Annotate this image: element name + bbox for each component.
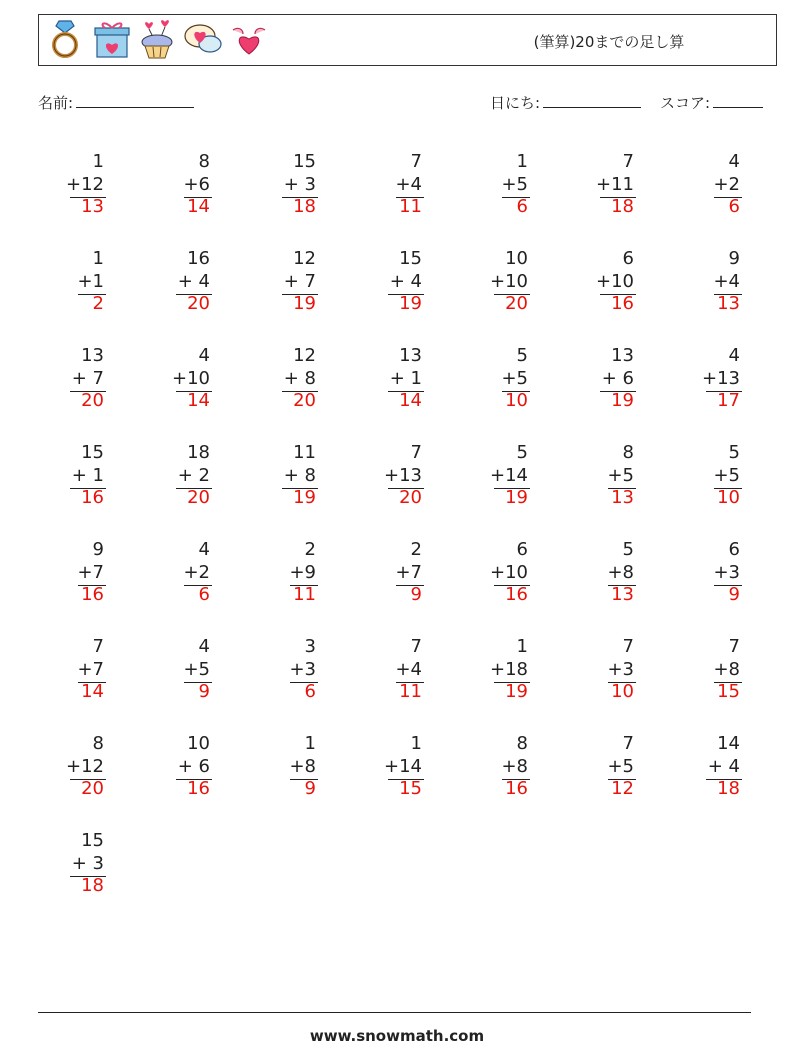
answer: 14 xyxy=(81,681,104,702)
addend-top: 4 xyxy=(198,539,210,560)
addend-bottom: +5 xyxy=(183,659,210,680)
addend-bottom: + 4 xyxy=(707,756,740,777)
answer: 13 xyxy=(611,487,634,508)
answer: 16 xyxy=(505,778,528,799)
addend-top: 18 xyxy=(187,442,210,463)
addend-bottom: +5 xyxy=(713,465,740,486)
problem-item xyxy=(590,442,650,524)
answer: 20 xyxy=(81,778,104,799)
addend-bottom: +7 xyxy=(395,562,422,583)
name-field xyxy=(38,92,194,113)
problem-item xyxy=(590,151,650,233)
problem-item xyxy=(166,733,226,815)
answer: 16 xyxy=(81,487,104,508)
addend-top: 11 xyxy=(293,442,316,463)
problem-item xyxy=(484,248,544,330)
problem-item xyxy=(60,539,120,621)
addend-top: 10 xyxy=(187,733,210,754)
answer: 15 xyxy=(717,681,740,702)
problem-item xyxy=(590,636,650,718)
problem-item xyxy=(166,248,226,330)
problem-item xyxy=(590,248,650,330)
problem-item xyxy=(696,539,756,621)
addend-bottom: + 4 xyxy=(389,271,422,292)
winged-heart-icon xyxy=(229,18,269,60)
addend-bottom: +3 xyxy=(289,659,316,680)
addend-bottom: +9 xyxy=(289,562,316,583)
problem-item xyxy=(272,636,332,718)
answer: 19 xyxy=(505,487,528,508)
problem-item xyxy=(272,345,332,427)
addend-bottom: +5 xyxy=(501,368,528,389)
addend-top: 1 xyxy=(92,151,104,172)
addend-top: 1 xyxy=(410,733,422,754)
problem-item xyxy=(272,539,332,621)
answer: 19 xyxy=(611,390,634,411)
addend-bottom: +11 xyxy=(596,174,634,195)
addend-top: 6 xyxy=(516,539,528,560)
answer: 6 xyxy=(516,196,528,217)
problem-item xyxy=(378,345,438,427)
speech-hearts-icon xyxy=(183,18,223,60)
addend-top: 13 xyxy=(81,345,104,366)
addend-top: 15 xyxy=(81,830,104,851)
problem-item xyxy=(60,442,120,524)
addend-top: 7 xyxy=(410,442,422,463)
answer: 18 xyxy=(293,196,316,217)
answer: 20 xyxy=(505,293,528,314)
problem-item xyxy=(272,151,332,233)
addend-top: 4 xyxy=(728,151,740,172)
addend-top: 7 xyxy=(92,636,104,657)
problem-item xyxy=(166,151,226,233)
addend-top: 12 xyxy=(293,345,316,366)
addend-bottom: +7 xyxy=(77,659,104,680)
addend-bottom: +14 xyxy=(384,756,422,777)
name-label: 名前: xyxy=(38,94,74,112)
problem-item xyxy=(166,539,226,621)
header-box xyxy=(38,14,777,66)
addend-bottom: + 4 xyxy=(177,271,210,292)
answer: 13 xyxy=(717,293,740,314)
addend-top: 7 xyxy=(728,636,740,657)
addend-top: 6 xyxy=(622,248,634,269)
problem-item xyxy=(696,733,756,815)
addend-bottom: +10 xyxy=(596,271,634,292)
problem-item xyxy=(60,248,120,330)
answer: 9 xyxy=(198,681,210,702)
addend-top: 7 xyxy=(622,151,634,172)
addend-top: 2 xyxy=(304,539,316,560)
answer: 12 xyxy=(611,778,634,799)
addend-top: 5 xyxy=(516,442,528,463)
addend-top: 7 xyxy=(410,636,422,657)
addend-top: 10 xyxy=(505,248,528,269)
answer: 16 xyxy=(187,778,210,799)
addend-bottom: + 8 xyxy=(283,368,316,389)
addend-bottom: + 1 xyxy=(71,465,104,486)
answer: 6 xyxy=(304,681,316,702)
date-field xyxy=(490,92,641,113)
answer: 13 xyxy=(611,584,634,605)
problem-item xyxy=(590,539,650,621)
name-blank[interactable] xyxy=(76,93,194,108)
addend-bottom: +12 xyxy=(66,756,104,777)
addend-top: 8 xyxy=(622,442,634,463)
answer: 13 xyxy=(81,196,104,217)
addend-bottom: +5 xyxy=(607,465,634,486)
addend-top: 15 xyxy=(293,151,316,172)
addend-top: 4 xyxy=(198,345,210,366)
addend-bottom: + 7 xyxy=(283,271,316,292)
addend-bottom: + 7 xyxy=(71,368,104,389)
problem-item xyxy=(272,733,332,815)
addend-top: 9 xyxy=(728,248,740,269)
problem-item xyxy=(484,636,544,718)
answer: 20 xyxy=(293,390,316,411)
problem-item xyxy=(696,636,756,718)
addend-top: 8 xyxy=(198,151,210,172)
addend-top: 13 xyxy=(399,345,422,366)
problem-item xyxy=(378,539,438,621)
addend-bottom: +13 xyxy=(384,465,422,486)
answer: 9 xyxy=(728,584,740,605)
answer: 11 xyxy=(399,196,422,217)
addend-bottom: + 1 xyxy=(389,368,422,389)
addend-bottom: +3 xyxy=(713,562,740,583)
score-field xyxy=(660,92,763,113)
answer: 11 xyxy=(293,584,316,605)
answer: 16 xyxy=(81,584,104,605)
problem-item xyxy=(484,151,544,233)
addend-top: 4 xyxy=(198,636,210,657)
problem-item xyxy=(60,733,120,815)
addend-bottom: +4 xyxy=(395,174,422,195)
answer: 11 xyxy=(399,681,422,702)
answer: 19 xyxy=(399,293,422,314)
addend-top: 1 xyxy=(92,248,104,269)
answer: 14 xyxy=(187,196,210,217)
problem-item xyxy=(60,345,120,427)
problem-item xyxy=(166,442,226,524)
answer: 10 xyxy=(611,681,634,702)
problem-item xyxy=(272,248,332,330)
addend-bottom: +7 xyxy=(77,562,104,583)
answer: 20 xyxy=(399,487,422,508)
addend-bottom: + 3 xyxy=(71,853,104,874)
problem-item xyxy=(166,345,226,427)
problem-item xyxy=(378,151,438,233)
addend-bottom: +10 xyxy=(490,271,528,292)
footer-divider xyxy=(38,1012,751,1013)
addend-bottom: +8 xyxy=(501,756,528,777)
addend-bottom: +1 xyxy=(77,271,104,292)
addend-bottom: +14 xyxy=(490,465,528,486)
answer: 6 xyxy=(198,584,210,605)
problem-item xyxy=(378,636,438,718)
problem-item xyxy=(590,345,650,427)
addend-bottom: +3 xyxy=(607,659,634,680)
addend-top: 8 xyxy=(92,733,104,754)
addend-bottom: +12 xyxy=(66,174,104,195)
problem-item xyxy=(60,151,120,233)
answer: 19 xyxy=(505,681,528,702)
addend-bottom: +5 xyxy=(501,174,528,195)
answer: 16 xyxy=(505,584,528,605)
problem-item xyxy=(166,636,226,718)
addend-top: 7 xyxy=(410,151,422,172)
addend-bottom: +6 xyxy=(183,174,210,195)
problem-item xyxy=(696,442,756,524)
addend-top: 15 xyxy=(399,248,422,269)
answer: 20 xyxy=(187,293,210,314)
addend-top: 1 xyxy=(304,733,316,754)
header-icons xyxy=(45,18,269,60)
addend-bottom: + 8 xyxy=(283,465,316,486)
addend-top: 3 xyxy=(304,636,316,657)
answer: 16 xyxy=(611,293,634,314)
addend-bottom: + 6 xyxy=(601,368,634,389)
answer: 17 xyxy=(717,390,740,411)
cupcake-icon xyxy=(137,18,177,60)
addend-bottom: +2 xyxy=(713,174,740,195)
addend-bottom: +2 xyxy=(183,562,210,583)
addend-top: 8 xyxy=(516,733,528,754)
addend-bottom: +10 xyxy=(172,368,210,389)
addend-bottom: +10 xyxy=(490,562,528,583)
addend-bottom: + 3 xyxy=(283,174,316,195)
addend-top: 1 xyxy=(516,636,528,657)
problem-item xyxy=(378,248,438,330)
addend-bottom: +13 xyxy=(702,368,740,389)
problem-item xyxy=(272,442,332,524)
addend-top: 15 xyxy=(81,442,104,463)
addend-bottom: +8 xyxy=(607,562,634,583)
addend-top: 2 xyxy=(410,539,422,560)
answer: 9 xyxy=(410,584,422,605)
gift-icon xyxy=(91,18,131,60)
addend-bottom: +8 xyxy=(289,756,316,777)
problem-item xyxy=(696,345,756,427)
addend-top: 9 xyxy=(92,539,104,560)
date-label: 日にち: xyxy=(490,94,541,112)
addend-top: 16 xyxy=(187,248,210,269)
addend-top: 5 xyxy=(622,539,634,560)
worksheet-title: (筆算)20までの足し算 xyxy=(533,33,685,51)
addend-top: 12 xyxy=(293,248,316,269)
problem-item xyxy=(484,442,544,524)
addend-bottom: + 2 xyxy=(177,465,210,486)
answer: 19 xyxy=(293,487,316,508)
ring-icon xyxy=(45,18,85,60)
score-label: スコア: xyxy=(660,94,711,112)
problem-item xyxy=(590,733,650,815)
answer: 6 xyxy=(728,196,740,217)
addend-bottom: +4 xyxy=(713,271,740,292)
addend-bottom: +5 xyxy=(607,756,634,777)
answer: 18 xyxy=(81,875,104,896)
answer: 10 xyxy=(717,487,740,508)
answer: 20 xyxy=(81,390,104,411)
addend-top: 13 xyxy=(611,345,634,366)
problem-item xyxy=(378,733,438,815)
date-blank[interactable] xyxy=(543,93,641,108)
answer: 18 xyxy=(717,778,740,799)
problem-item xyxy=(696,248,756,330)
problem-item xyxy=(60,636,120,718)
addend-bottom: + 6 xyxy=(177,756,210,777)
problem-item xyxy=(484,733,544,815)
footer-site: www.snowmath.com xyxy=(309,1027,485,1045)
answer: 19 xyxy=(293,293,316,314)
answer: 9 xyxy=(304,778,316,799)
answer: 14 xyxy=(399,390,422,411)
addend-top: 1 xyxy=(516,151,528,172)
addend-bottom: +8 xyxy=(713,659,740,680)
addend-top: 7 xyxy=(622,733,634,754)
answer: 18 xyxy=(611,196,634,217)
addend-top: 5 xyxy=(728,442,740,463)
answer: 20 xyxy=(187,487,210,508)
problem-item xyxy=(696,151,756,233)
problem-item xyxy=(378,442,438,524)
answer: 14 xyxy=(187,390,210,411)
addend-top: 4 xyxy=(728,345,740,366)
addend-top: 14 xyxy=(717,733,740,754)
addend-bottom: +4 xyxy=(395,659,422,680)
addend-bottom: +18 xyxy=(490,659,528,680)
problem-item xyxy=(484,539,544,621)
problem-item xyxy=(60,830,120,912)
addend-top: 6 xyxy=(728,539,740,560)
answer: 15 xyxy=(399,778,422,799)
problem-item xyxy=(484,345,544,427)
addend-top: 7 xyxy=(622,636,634,657)
answer: 2 xyxy=(92,293,104,314)
score-blank[interactable] xyxy=(713,93,763,108)
addend-top: 5 xyxy=(516,345,528,366)
answer: 10 xyxy=(505,390,528,411)
